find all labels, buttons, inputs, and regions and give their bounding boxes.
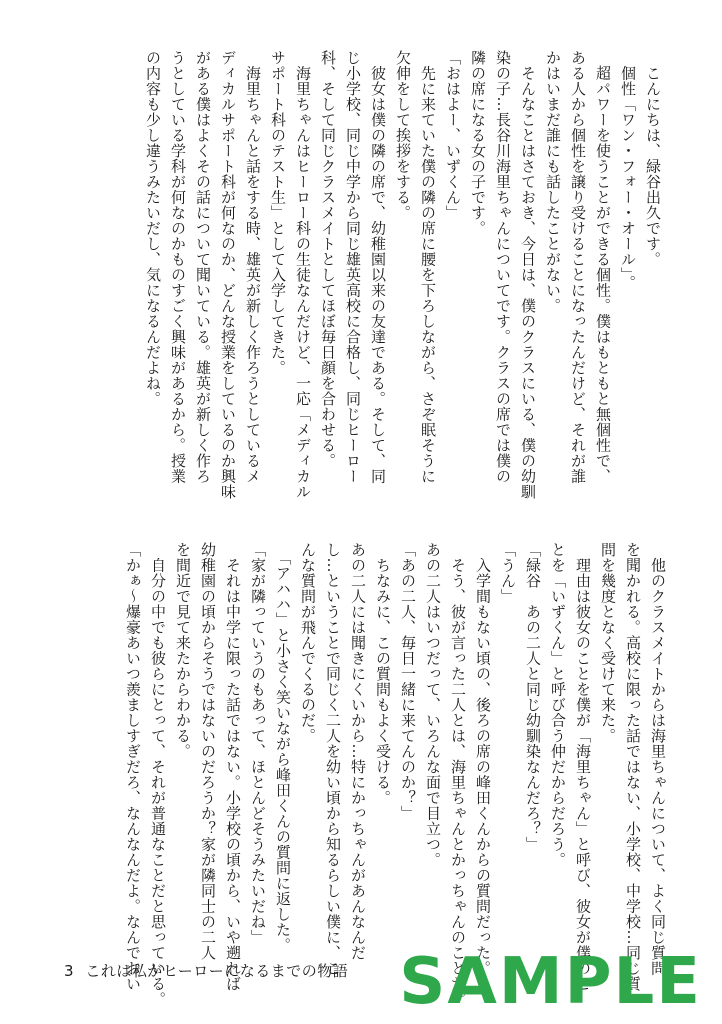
text-line: がある僕はよくその話について聞いている。雄英が新しく作ろ [194, 50, 212, 484]
text-line: を聞かれる。高校に限った話ではない、小学校、中学校…同じ質 [624, 542, 642, 992]
text-line: じ小学校、同じ中学から同じ雄英高校に合格し、同じヒーロー [344, 50, 362, 484]
text-line: 自分の中でも彼らにとって、それが普通なことだと思っている。 [149, 542, 167, 1007]
text-line: 「かぁ～爆豪あいつ羨ましすぎだろ、なんなんだよ。なんでおい [124, 542, 142, 992]
text-line: 幼稚園の頃からそうではないのだろうか？家が隣同士の二人 [199, 542, 217, 961]
text-line: 先に来ていた僕の隣の席に腰を下ろしながら、さぞ眠そうに [419, 50, 437, 484]
page-number: 3 [64, 962, 75, 980]
text-line: 理由は彼女のことを僕が「海里ちゃん」と呼び、彼女が僕のこ [574, 542, 592, 992]
text-line: 隣の席になる女の子です。 [469, 50, 487, 236]
text-line: 「おはよー、いずくん」 [444, 50, 462, 221]
text-line: サポート科のテスト生」として入学してきた。 [269, 50, 287, 376]
text-line: あの二人はいつだって、いろんな面で目立つ。 [424, 542, 442, 868]
text-line: とを「いずくん」と呼び合う仲だからだろう。 [549, 542, 567, 868]
text-line: 個性「ワン・フォー・オール」。 [619, 50, 637, 291]
text-line: 彼女は僕の隣の席で、幼稚園以来の友達である。そして、同 [369, 50, 387, 484]
text-line: 「家が隣っていうのもあって、ほとんどそうみたいだね」 [249, 542, 267, 945]
text-line: 「あの二人、毎日一緒に来てんのか？」 [399, 542, 417, 821]
book-title: これは私がヒーローになるまでの物語 [85, 962, 349, 980]
text-block-upper [140, 50, 665, 502]
text-line: ディカルサポート科が何なのか、どんな授業をしているのか興味 [219, 50, 237, 500]
text-line: そんなことはさておき、今日は、僕のクラスにいる、僕の幼馴 [519, 50, 537, 500]
text-line: そう、彼が言った二人とは、海里ちゃんとかっちゃんのことだ。 [449, 542, 467, 1007]
text-line: 染の子…長谷川海里ちゃんについてです。クラスの席では僕の [494, 50, 512, 484]
page-footer [64, 960, 354, 981]
text-line: 超パワーを使うことができる個性。僕はもともと無個性で、 [594, 50, 612, 484]
sample-watermark: SAMPLE [399, 945, 702, 1019]
text-line: 海里ちゃんと話をする時、雄英が新しく作ろうとしているメ [244, 50, 262, 484]
text-line: ちなみに、この質問もよく受ける。 [374, 542, 392, 806]
text-line: 「うん」 [499, 542, 517, 604]
text-line: 入学間もない頃の、後ろの席の峰田くんからの質問だった。 [474, 542, 492, 976]
text-line: 科、そして同じクラスメイトとしてほぼ毎日顔を合わせる。 [319, 50, 337, 469]
text-line: かはいまだ誰にも話したことがない。 [544, 50, 562, 314]
text-line: あの二人には聞きにくいから…特にかっちゃんがあんなんだ [349, 542, 367, 961]
text-line: し…ということで同じく二人を幼い頃から知るらしい僕に、こ [324, 542, 342, 976]
text-line: 他のクラスメイトからは海里ちゃんについて、よく同じ質問 [649, 542, 667, 976]
text-line: の内容も少し違うみたいだし、気になるんだよね。 [144, 50, 162, 407]
text-line: 欠伸をして挨拶をする。 [394, 50, 412, 221]
text-line: 問を幾度となく受けて来た。 [599, 542, 617, 744]
text-line: ある人から個性を譲り受けることになったんだけど、それが誰 [569, 50, 587, 484]
text-line: を間近で見て来たからわかる。 [174, 542, 192, 759]
text-line: うとしている学科が何なのかものすごく興味があるから。授業 [169, 50, 187, 484]
text-line: 海里ちゃんはヒーロー科の生徒なんだけど、一応「メディカル [294, 50, 312, 500]
text-line: こんにちは、緑谷出久です。 [644, 50, 662, 267]
text-line: それは中学に限った話ではない。小学校の頃から、いや遡れば [224, 542, 242, 992]
text-line: 「緑谷 あの二人と同じ幼馴染なんだろ？」 [524, 542, 542, 852]
text-line: んな質問が飛んでくるのだ。 [299, 542, 317, 744]
text-line: 「アハハ」と小さく笑いながら峰田くんの質問に返した。 [274, 542, 292, 953]
